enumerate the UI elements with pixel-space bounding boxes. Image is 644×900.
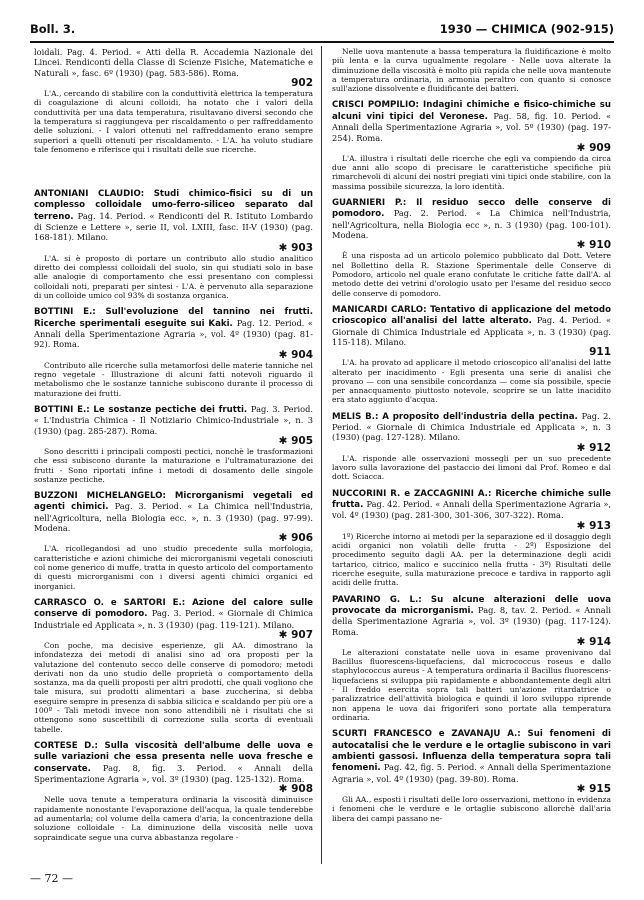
entry-number: ✱ 909	[576, 141, 611, 154]
bibliography-entry	[332, 197, 611, 298]
entry-abstract: Contributo alle ricerche sulla metamorfosi delle materie tanniche nel regno vegetale - Illustrazione di alcuni fatti notevoli riguardo il metabolismo che le sostanze tanniche subiscono durante il processo di maturazione dei frutti.	[34, 360, 313, 398]
bulletin-label: Boll. 3.	[30, 22, 76, 36]
entry-citation: Pag. 4. Period. « Giornale di Chimica Industriale ed Applicata », n. 3 (1930) (pag. 115-118). Milano.	[332, 315, 611, 347]
entry-citation: loidali. Pag. 4. Period. « Atti della R. Accademia Nazionale dei Lincei. Rendiconti della Classe di Scienze Fisiche, Matematiche e Naturali », fasc. 6º (1930) (pag. 583-586). Roma.	[34, 47, 313, 78]
entry-title: CORTESE D.: Sulla viscosità dell'albume delle uova e sulle variazioni che essa presenta nelle uova fresche e conservate.	[34, 740, 313, 774]
entry-citation: Pag. 14. Period. « Rendiconti del R. Istituto Lombardo di Scienze e Lettere », serie II, vol. LXIII, fasc. II-V (1930) (pag. 168-181). Milano.	[34, 210, 313, 243]
entry-citation: Pag. 42, fig. 5. Period. « Annali della Sperimentazione Agraria », vol. 4º (1930) (pag. 39-80). Roma.	[332, 762, 611, 784]
header-rule	[30, 41, 614, 43]
entry-number: ✱ 907	[278, 628, 313, 641]
entry-number: ✱ 915	[576, 782, 611, 795]
entry-title: BOTTINI E.: Le sostanze pectiche dei frutti.	[34, 404, 251, 415]
entry-abstract: Nelle uova mantenute a bassa temperatura la fluidificazione è molto più lenta e la curva ugualmente regolare - Nelle uova alterate la diminuzione della viscosità è molto più rapida che nelle uova mantenute a temperatura ordinaria, in armonia peraltro con quanto si conosce sull'azione dissolvente e fluidificante dei batteri.	[332, 47, 611, 94]
entry-abstract: 1º) Ricerche intorno ai metodi per la separazione ed il dosaggio degli acidi organici non volatili delle frutta - 2º) Esposizione del procedimento seguito dagli AA. per la determinazione degli acidi tartarico, citrico, malico e succinico nella frutta - 3º) Risultati delle ricerche eseguite, sulla maturazione precoce e tardiva in rapporto agli acidi delle frutta.	[332, 531, 611, 588]
bibliography-entry	[34, 306, 313, 398]
entry-title: ANTONIANI CLAUDIO: Studi chimico-fisici su di un complesso colloidale umo-ferro-siliceo separato dal terreno.	[34, 189, 313, 222]
entry-title: MANICARDI CARLO: Tentativo di applicazione del metodo crioscopico all'analisi del latte alterato.	[332, 304, 611, 327]
entry-number: ✱ 908	[278, 783, 313, 796]
bibliography-entry	[34, 188, 313, 300]
column-divider	[321, 46, 322, 864]
entry-title: CRISCI POMPILIO: Indagini chimiche e fisico-chimiche su alcuni vini tipici del Veronese.	[332, 100, 611, 122]
entry-title: BUZZONI MICHELANGELO: Microrganismi vegetali ed agenti chimici.	[34, 491, 313, 513]
entry-abstract: L'A. si è proposto di portare un contributo allo studio analitico diretto dei complessi colloidali del suolo, sin qui studiati solo in base alle analogie di comportamento che essi presentano con complessi colloidali noti, preparati per sintesi - L'A. è pervenuto alla separazione di un colloide umico col 93% di sostanza organica.	[34, 253, 313, 301]
entry-abstract: Sono descritti i principali composti pectici, nonchè le trasformazioni che essi subiscono durante la maturazione e l'ultramaturazione dei frutti - Sono riportati infine i metodi di dosamento delle singole sostanze pectiche.	[34, 446, 313, 484]
section-range: 1930 — CHIMICA (902-915)	[439, 22, 614, 36]
bibliography-entry	[332, 47, 611, 93]
entry-abstract: L'A. ricollegandosi ad uno studio precedente sulla morfologia, caratteristiche e azioni chimiche dei microrganismi vegetali conosciuti col nome generico di muffe, tratta in questo articolo del comportamento di questi microrganismi con i diversi agenti chimici organici ed inorganici.	[34, 544, 313, 591]
bibliography-entry	[332, 594, 611, 723]
bibliography-entry	[332, 411, 611, 482]
entry-abstract: È una risposta ad un articolo polemico pubblicato dal Dott. Vetere nel Bollettino della R. Stazione Sperimentale delle Conserve di Pomodoro, articolo nel quale erano confutate le critiche fatte dall'A. al metodo dette dei vetrini d'orologio usato per l'esame del residuo secco delle conserve di pomodoro.	[332, 251, 611, 298]
entry-citation: Pag. 3. Period. « L'Industria Chimica - Il Notiziario Chimico-Industriale », n. 3 (1930) (pag. 285-287). Roma.	[34, 403, 313, 436]
entry-citation: Pag. 58, fig. 10. Period. « Annali della Sperimentazione Agraria », vol. 5º (1930) (pag. 197-254). Roma.	[332, 110, 611, 143]
entry-abstract: L'A. ha provato ad applicare il metodo crioscopico all'analisi del latte alterato per inacidimento - Egli presenta una serie di analisi che provano — con una sensibile concordanza — come sia possibile, specie per annacquamento piuttosto notevole, scoprire se un latte inacidito era stato aggiunto d'acqua.	[332, 358, 611, 405]
entry-abstract: L'A., cercando di stabilire con la conduttività elettrica la temperatura di coagulazione di alcuni colloidi, ha notato che i valori della conduttività per una data temperatura, risultavano diversi secondo che la temperatura si raggiungeva per riscaldamento o per raffreddamento delle soluzioni. - I valori ottenuti nel raffreddamento erano sempre superiori a quelli ottenuti per riscaldamento. - L'A. ha voluto studiare tale fenomeno e riferisce qui i risultati delle sue ricerche.	[34, 89, 313, 154]
bibliography-entry	[34, 597, 313, 734]
bibliography-entry	[332, 488, 611, 588]
entry-abstract: Con poche, ma decisive esperienze, gli AA. dimostrano la infondatezza dei metodi di analisi sino ad ora proposti per la valutazione del contenuto secco delle conserve di pomodoro; metodi derivati non da uno studio delle proprietà o comportamento della sostanza, ma da quelli proposti per altri prodotti, che quali vogliono che tale misura, sui prodotti alimentari a base zuccherina, si debba eseguire sempre in presenza di sabbia silicica e scaldando per più ore a 100º - Tali metodi invece non sono attendibili nè i risultati che si ottengono sono suscettibili di correzione sulla scorta di eventuali tabelle.	[34, 640, 313, 734]
entry-number: ✱ 914	[576, 635, 611, 648]
entry-title: PAVARINO G. L.: Su alcune alterazioni delle uova provocate da microrganismi.	[332, 594, 611, 616]
entry-number: 911	[589, 346, 611, 359]
entry-title: BOTTINI E.: Sull'evoluzione del tannino nei frutti. Ricerche sperimentali eseguite sui Kaki.	[34, 307, 313, 329]
entry-title: GUARNIERI P.: Il residuo secco delle conserve di pomodoro.	[332, 198, 611, 220]
entry-abstract: Nelle uova tenute a temperatura ordinaria la viscosità diminuisce rapidamente nonostante l'evaporazione dell'acqua, la quale tenderebbe ad aumentarla; col volume della camera d'aria, la concentrazione della soluzione colloidale - La diminuzione della viscosità nelle uova sopraindicate segue una curva abbastanza regolare -	[34, 795, 313, 842]
bibliography-entry	[34, 490, 313, 591]
right-column	[332, 47, 611, 829]
entry-title: NUCCORINI R. e ZACCAGNINI A.: Ricerche chimiche sulle frutta.	[332, 488, 611, 511]
entry-abstract: Le alterazioni constatate nelle uova in esame provenivano dal Bacillus fluorescens-liquefaciens, dal micrococcus roseus e dallo staphylococcus aureus - A temperatura ordinaria il Bacillus fluorescens-liquefaciens si sviluppa più rapidamente e abbondantemente degli altri - Il freddo esercita sopra tali batteri un'azione ritardatrice o paralizzatrice dell'attività biologica e quindi il loro sviluppo riprende non appena le uova dai frigoriferi sono portate alla temperatura ordinaria.	[332, 647, 611, 722]
bibliography-entry	[332, 99, 611, 191]
page-number: — 72 —	[30, 872, 73, 885]
entry-title: MELIS B.: A proposito dell'industria della pectina.	[332, 411, 582, 422]
entry-citation: Pag. 2. Period. « La Chimica nell'Industria, nell'Agricoltura, nella Biologia ecc », n. 3 (1930) (pag. 100-101). Modena.	[332, 208, 611, 241]
entry-number: ✱ 905	[278, 434, 313, 447]
bibliography-entry	[34, 47, 313, 154]
entry-citation: Pag. 8, fig. 3. Period. « Annali della Sperimentazione Agraria », vol. 3º (1930) (pag. 125-132). Roma.	[34, 762, 313, 784]
bibliography-entry	[332, 304, 611, 405]
spacer	[34, 160, 313, 188]
entry-number: ✱ 906	[278, 532, 313, 545]
entry-abstract: L'A. illustra i risultati delle ricerche che egli va compiendo da circa due anni allo scopo di precisare le caratteristiche specifiche più rimarchevoli di alcuni dei nostri pregiati vini tipici onde stabilire, con la massima possibile sicurezza, la loro identità.	[332, 153, 611, 191]
entry-citation: Pag. 2. Period. « Giornale di Chimica Industriale ed Applicata », n. 3 (1930) (pag. 127-128). Milano.	[332, 410, 612, 443]
entry-number: ✱ 913	[576, 519, 611, 532]
entry-number: ✱ 904	[278, 348, 313, 361]
entry-number: ✱ 903	[278, 241, 313, 254]
bibliography-entry	[332, 728, 611, 823]
entry-number: 902	[291, 77, 313, 90]
entry-citation: Pag. 3. Period. « Giornale di Chimica Industriale ed Applicata », n. 3 (1930) (pag. 119-121). Milano.	[34, 608, 313, 630]
entry-abstract: L'A. risponde alle osservazioni mossegli per un suo precedente lavoro sulla lavorazione del pastaccio dei limoni dal Prof. Romeo e dal dott. Sciacca.	[332, 453, 611, 482]
entry-citation: Pag. 8, tav. 2. Period. « Annali della Sperimentazione Agraria », vol. 3º (1930) (pag. 117-124). Roma.	[332, 604, 611, 637]
entry-title: SCURTI FRANCESCO e ZAVANAJU A.: Sui fenomeni di autocatalisi che le verdure e le ortaglie subiscono in vari ambienti gassosi. Influenza della temperatura sopra tali fenomeni.	[332, 729, 611, 774]
bibliography-entry	[34, 404, 313, 484]
left-column	[34, 47, 313, 848]
entry-citation: Pag. 42. Period. « Annali della Sperimentazione Agraria », vol. 4º (1930) (pag. 281-300, 301-306, 307-322). Roma.	[332, 499, 611, 521]
entry-number: ✱ 910	[576, 239, 611, 252]
entry-title: CARRASCO O. e SARTORI E.: Azione del calore sulle conserve di pomodoro.	[34, 597, 313, 620]
bibliography-entry	[34, 740, 313, 842]
entry-citation: Pag. 3. Period. « La Chimica nell'Industria, nell'Agricoltura, nella Biologia ecc. », n. 3 (1930) (pag. 97-99). Modena.	[34, 501, 313, 534]
entry-number: ✱ 912	[576, 441, 611, 454]
entry-citation: Pag. 12. Period. « Annali della Sperimentazione Agraria », vol. 4º (1930) (pag. 81-92). Roma.	[34, 317, 313, 350]
running-header	[30, 22, 614, 36]
entry-abstract: Gli AA., esposti i risultati delle loro osservazioni, mettono in evidenza i fenomeni che le verdure e le ortaglie subiscono allorchè dall'aria libera dei campi passano ne-	[332, 794, 611, 823]
